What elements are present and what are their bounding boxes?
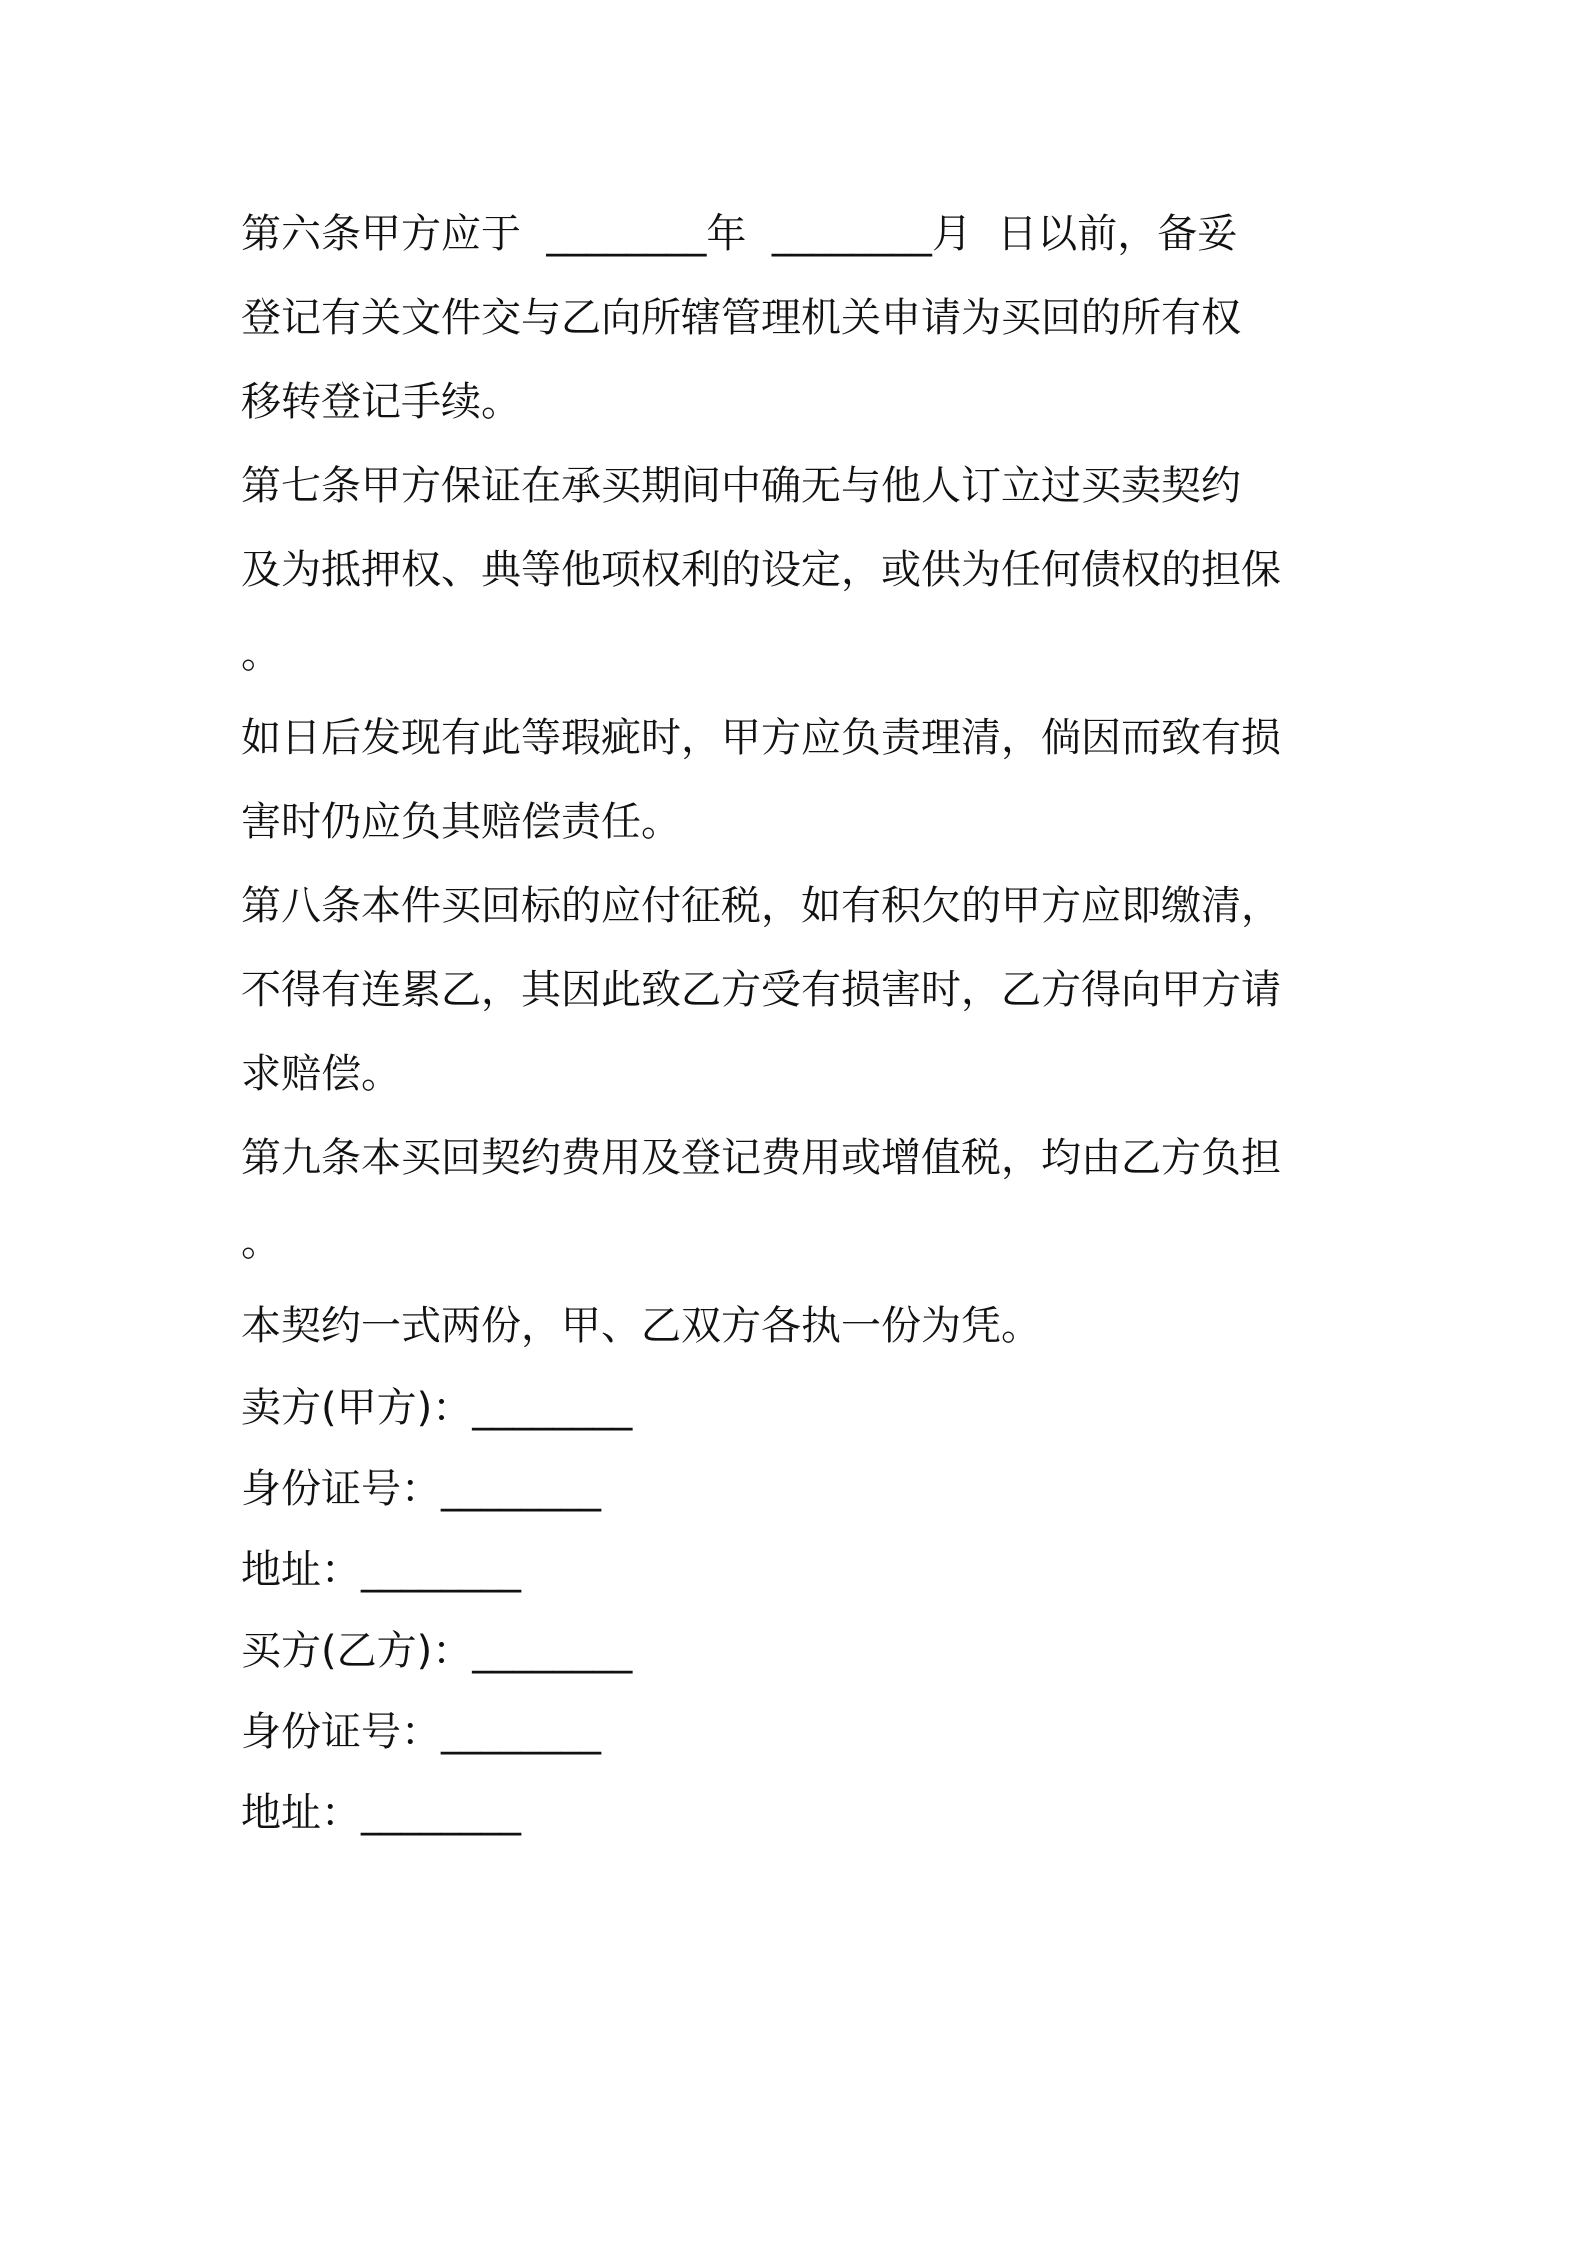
copies-statement: 本契约一式两份，甲、乙双方各执一份为凭。 <box>241 1303 1041 1349</box>
clause-9-line-2: 。 <box>241 1219 281 1265</box>
buyer-address-field: 地址：________ <box>241 1790 521 1836</box>
clause-8-line-2: 不得有连累乙，其因此致乙方受有损害时，乙方得向甲方请 <box>241 967 1281 1013</box>
clause-7-line-1: 第七条甲方保证在承买期间中确无与他人订立过买卖契约 <box>241 463 1241 509</box>
seller-name-field: 卖方(甲方)：________ <box>241 1385 633 1431</box>
clause-6-line-3: 移转登记手续。 <box>241 379 521 425</box>
clause-9-line-1: 第九条本买回契约费用及登记费用或增值税，均由乙方负担 <box>241 1135 1281 1181</box>
clause-7-line-2: 及为抵押权、典等他项权利的设定，或供为任何债权的担保 <box>241 547 1281 593</box>
document-body <box>241 192 1361 1854</box>
clause-7-line-5: 害时仍应负其赔偿责任。 <box>241 799 681 845</box>
buyer-name-field: 买方(乙方)：________ <box>241 1628 633 1674</box>
seller-address-field: 地址：________ <box>241 1547 521 1593</box>
clause-8-line-1: 第八条本件买回标的应付征税，如有积欠的甲方应即缴清， <box>241 883 1281 929</box>
clause-6-line-2: 登记有关文件交与乙向所辖管理机关申请为买回的所有权 <box>241 295 1241 341</box>
seller-id-field: 身份证号：________ <box>241 1466 601 1512</box>
buyer-id-field: 身份证号：________ <box>241 1709 601 1755</box>
clause-6-line-1: 第六条甲方应于 ________年 ________月 日以前，备妥 <box>241 211 1238 257</box>
clause-7-line-3: 。 <box>241 631 281 677</box>
clause-8-line-3: 求赔偿。 <box>241 1051 401 1097</box>
clause-7-line-4: 如日后发现有此等瑕疵时，甲方应负责理清，倘因而致有损 <box>241 715 1281 761</box>
